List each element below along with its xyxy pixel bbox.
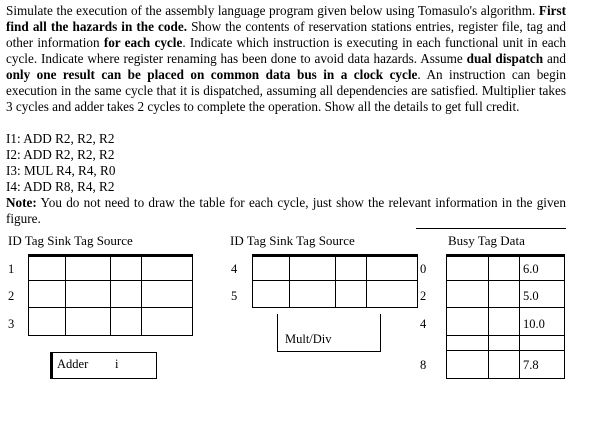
mult-div-unit-label: Mult/Div (285, 332, 332, 346)
statement-text-5: . An instruction can begin execution in the same cycle that it is dispatched, assuming all dependencies are satisfied. Multiplier takes 3 cycles and adder takes 2 cycles to complete the operation. Show all the details to get full credit. (6, 67, 566, 114)
statement-text-2: Show the contents of reservation stations entries, register file, tag and other information (6, 19, 567, 50)
statement-bold-each-cycle: for each cycle (103, 35, 183, 50)
instruction-i2: I2: ADD R2, R2, R2 (6, 147, 115, 162)
instruction-i4: I4: ADD R8, R4, R2 (6, 179, 115, 194)
note (6, 195, 566, 227)
register-label-2: 2 (420, 289, 427, 303)
mult-rs-cell (335, 254, 367, 281)
mult-rs-header: ID Tag Sink Tag Source (230, 233, 355, 248)
mult-div-unit (277, 314, 381, 352)
register-row-divider (446, 350, 565, 351)
note-text: You do not need to draw the table for each cycle, just show the relevant information in the given figure. (6, 195, 566, 226)
instruction-i1: I1: ADD R2, R2, R2 (6, 131, 115, 146)
register-file-header: Busy Tag Data (448, 233, 525, 248)
mult-rs-id-5: 5 (231, 289, 238, 303)
statement-bold-dual-dispatch: dual dispatch (466, 51, 544, 66)
mult-rs-cell (252, 254, 290, 281)
problem-statement (6, 3, 566, 115)
adder-unit (50, 352, 157, 379)
statement-bold-hazards: First find all the hazards in the code. (6, 3, 566, 34)
statement-text-1: Simulate the execution of the assembly language program given below using Tomasulo's algorithm. (6, 3, 539, 18)
adder-rs-cell (141, 280, 193, 308)
adder-unit-suffix: i (115, 357, 119, 371)
register-row-divider (446, 335, 565, 336)
adder-rs-cell (65, 254, 111, 281)
adder-rs-id-3: 3 (8, 317, 15, 331)
adder-rs-cell (28, 307, 66, 336)
register-data-0: 6.0 (523, 262, 539, 276)
mult-rs-cell (366, 280, 418, 308)
statement-bold-one-result: only one result can be placed on common data bus in a clock cycle (6, 67, 418, 82)
mult-rs-cell (366, 254, 418, 281)
adder-rs-cell (110, 307, 142, 336)
register-row-divider (446, 307, 565, 308)
statement-text-4: and (543, 51, 566, 66)
register-label-4: 4 (420, 317, 427, 331)
mult-rs-cell (289, 254, 336, 281)
register-label-8: 8 (420, 358, 427, 372)
note-label: Note: (6, 195, 37, 210)
register-tag-column (488, 254, 520, 379)
adder-rs-cell (110, 280, 142, 308)
register-data-4: 10.0 (523, 317, 545, 331)
adder-rs-id-2: 2 (8, 289, 15, 303)
mult-rs-cell (335, 280, 367, 308)
adder-rs-cell (65, 307, 111, 336)
mult-rs-cell (289, 280, 336, 308)
adder-rs-id-1: 1 (8, 262, 15, 276)
mult-rs-cell (252, 280, 290, 308)
register-data-2: 5.0 (523, 289, 539, 303)
adder-rs-cell (28, 254, 66, 281)
statement-text-3: . Indicate which instruction is executing in each functional unit in each cycle. Indicate where register renaming has been done to avoid data hazards. Assume (6, 35, 567, 66)
mult-rs-id-4: 4 (231, 262, 238, 276)
adder-rs-cell (65, 280, 111, 308)
register-busy-column (446, 254, 489, 379)
adder-unit-label: Adder (57, 357, 89, 371)
adder-rs-cell (110, 254, 142, 281)
register-row-divider (446, 280, 565, 281)
register-file-top-rule (416, 228, 566, 229)
adder-rs-cell (141, 254, 193, 281)
register-data-8: 7.8 (523, 358, 539, 372)
instruction-i3: I3: MUL R4, R4, R0 (6, 163, 116, 178)
register-label-0: 0 (420, 262, 427, 276)
adder-rs-cell (141, 307, 193, 336)
adder-rs-header: ID Tag Sink Tag Source (8, 233, 133, 248)
adder-rs-cell (28, 280, 66, 308)
